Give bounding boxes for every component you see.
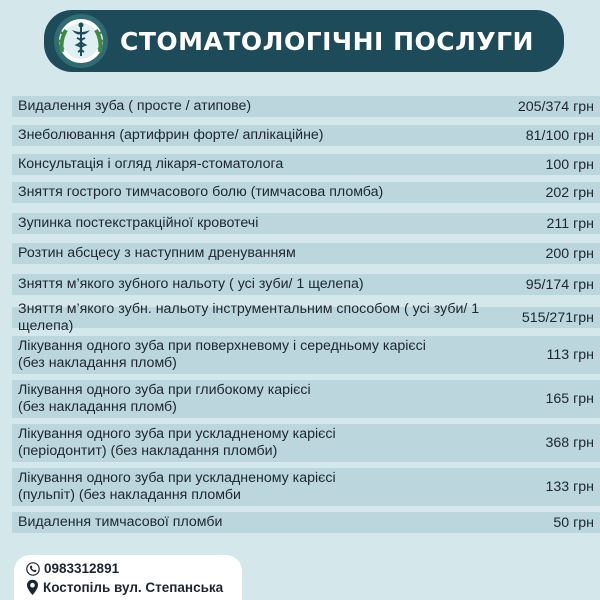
service-name: Розтин абсцесу з наступним дренуванням xyxy=(18,245,296,261)
service-row xyxy=(12,468,600,506)
service-price: 202 грн xyxy=(545,184,594,201)
location-pin-icon xyxy=(26,579,39,596)
service-name: Лікування одного зуба при глибокому карієсі (без накладання пломб) xyxy=(18,382,311,415)
service-price: 515/271грн xyxy=(521,309,594,326)
phone-icon xyxy=(26,562,40,576)
service-name: Лікування одного зуба при ускладненому карієсі (періодонтит) (без накладання пломби) xyxy=(18,426,336,459)
service-row xyxy=(12,96,600,117)
phone-line[interactable] xyxy=(26,561,119,576)
service-row xyxy=(12,274,600,295)
service-row xyxy=(12,125,600,146)
service-price: 368 грн xyxy=(545,435,594,451)
service-row xyxy=(12,512,600,533)
service-name: Видалення тимчасової пломби xyxy=(18,514,223,530)
service-price: 205/374 грн xyxy=(517,98,594,115)
service-price: 95/174 грн xyxy=(525,276,594,293)
address-text: Костопіль вул. Степанська xyxy=(43,580,224,595)
service-price: 81/100 грн xyxy=(525,127,594,144)
title-banner xyxy=(44,10,564,72)
service-price: 113 грн xyxy=(546,347,594,363)
service-name: Лікування одного зуба при поверхневому і середньому карієсі (без накладання пломб) xyxy=(18,338,426,371)
service-price: 133 грн xyxy=(545,479,594,495)
service-name: Зняття м’якого зубн. нальоту інструментальним способом ( усі зуби/ 1 щелепа) xyxy=(18,300,480,334)
service-name: Зняття м’якого зубного нальоту ( усі зуби/ 1 щелепа) xyxy=(18,276,364,292)
page-title: СТОМАТОЛОГІЧНІ ПОСЛУГИ xyxy=(120,26,534,56)
service-price: 100 грн xyxy=(545,156,594,173)
address-line xyxy=(26,579,223,596)
service-row xyxy=(12,380,600,418)
service-price: 211 грн xyxy=(546,215,594,232)
service-row xyxy=(12,243,600,264)
service-name: Видалення зуба ( просте / атипове) xyxy=(18,98,252,114)
service-row xyxy=(12,300,600,334)
service-name: Знеболювання (артифрин форте/ аплікаційне) xyxy=(18,127,324,143)
service-name: Зняття гострого тимчасового болю (тимчасова пломба) xyxy=(18,184,384,200)
service-price: 50 грн xyxy=(553,514,594,531)
service-row xyxy=(12,424,600,462)
service-name: Консультація і огляд лікаря-стоматолога xyxy=(18,156,284,172)
service-row xyxy=(12,336,600,374)
contact-card xyxy=(14,555,242,600)
service-row xyxy=(12,213,600,234)
phone-number: 0983312891 xyxy=(44,561,120,576)
service-price: 165 грн xyxy=(545,391,594,407)
service-name: Зупинка постекстракційної кровотечі xyxy=(18,215,259,231)
service-price: 200 грн xyxy=(545,245,594,262)
service-name: Лікування одного зуба при ускладненому карієсі (пульпіт) (без накладання пломби xyxy=(18,470,336,503)
service-row xyxy=(12,154,600,175)
service-row xyxy=(12,182,600,203)
medical-emblem-icon xyxy=(52,12,110,70)
